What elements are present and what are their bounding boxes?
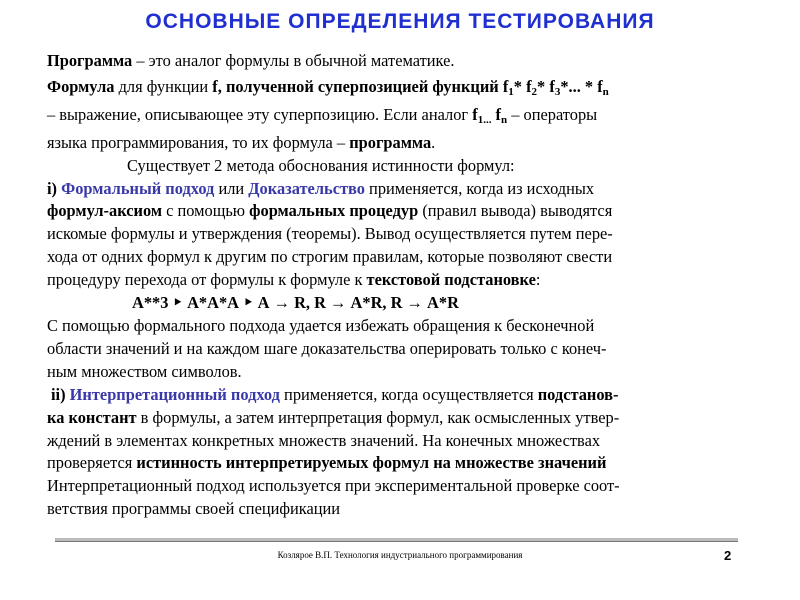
formal-approach-term: Формальный подход: [61, 178, 215, 198]
program-definition: [47, 50, 743, 73]
interpretation-approach-term: Интерпретационный подход: [69, 384, 280, 404]
program-definition-text: – это аналог формулы в обычной математике.: [132, 51, 455, 70]
formal-approach-line-3: искомые формулы и утверждения (теоремы). Вывод осуществляется путем пере-: [47, 224, 613, 244]
page-number: 2: [724, 548, 732, 563]
slide-body: [47, 50, 743, 521]
slide-title: ОСНОВНЫЕ ОПРЕДЕЛЕНИЯ ТЕСТИРОВАНИЯ: [145, 10, 655, 33]
interpretation-approach-line-6: ветствия программы своей спецификации: [47, 499, 341, 519]
interpretation-approach-line-2: ка констант в формулы, а затем интерпретация формул, как осмысленных утвер-: [47, 407, 620, 427]
formula-definition-line-3: языка программирования, то их формула – программа.: [47, 132, 436, 152]
formal-advantage-line-3: ным множеством символов.: [47, 361, 242, 381]
formula-definition-line-1: Формула для функции f, полученной суперпозицией функций $f_1*$ $f_2*$ $f_3*$... * $f_n$: [47, 76, 609, 98]
formal-advantage-line-2: области значений и на каждом шаге доказательства оперировать только с конеч-: [47, 338, 607, 358]
substitution-formula: А**3 ‣ А*А*А ‣ А → R, R → А*R, R → А*R: [132, 293, 459, 313]
formula-definition-line-2: – выражение, описывающее эту суперпозицию. Если аналог $f_{1...}$ $f_n$ – операторы: [47, 104, 598, 126]
interpretation-approach-line-5: Интерпретационный подход используется при экспериментальной проверке соот-: [47, 476, 620, 496]
proof-term: Доказательство: [248, 178, 365, 198]
program-term: Программа: [47, 51, 133, 70]
footer-divider: [55, 538, 738, 542]
formal-advantage-line-1: С помощью формального подхода удается избежать обращения к бесконечной: [47, 315, 595, 335]
interpretation-approach-line-1: ii) Интерпретационный подход применяется, когда осуществляется подстанов-: [51, 384, 619, 404]
methods-intro: Существует 2 метода обоснования истинности формул:: [127, 155, 515, 175]
formal-approach-line-2: формул-аксиом с помощью формальных процедур (правил вывода) выводятся: [47, 201, 613, 221]
interpretation-approach-line-3: ждений в элементах конкретных множеств значений. На конечных множествах: [47, 430, 601, 450]
formal-approach-line-4: хода от одних формул к другим по строгим правилам, которые позволяют свести: [47, 247, 613, 267]
interpretation-approach-line-4: проверяется истинность интерпретируемых формул на множестве значений: [47, 453, 607, 473]
footer-author: Козлярое В.П. Технология индустриального программирования: [277, 550, 523, 560]
formal-approach-line-5: процедуру перехода от формулы к формуле к текстовой подстановке:: [47, 270, 541, 290]
formal-approach-line-1: i) Формальный подход или Доказательство применяется, когда из исходных: [47, 178, 595, 198]
formula-term: Формула: [47, 76, 115, 96]
